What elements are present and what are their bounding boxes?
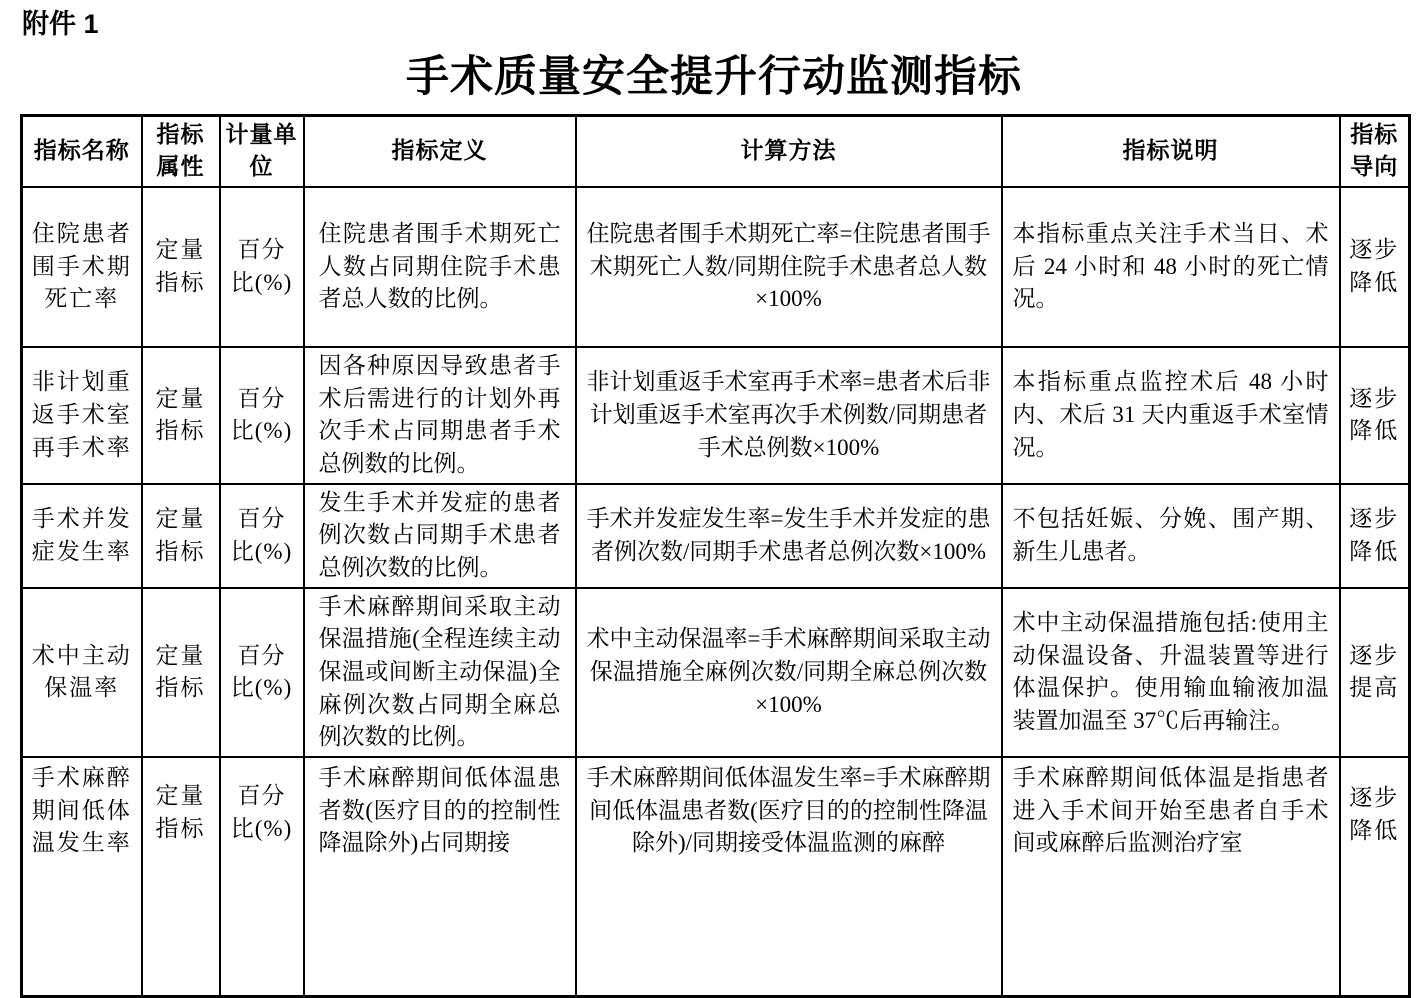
header-direction: 指标导向 <box>1340 115 1410 187</box>
definition-cell: 发生手术并发症的患者例次数占同期手术患者总例次数的比例。 <box>304 484 576 588</box>
calculation-cell: 非计划重返手术室再手术率=患者术后非计划重返手术室再次手术例数/同期患者手术总例数×100% <box>576 347 1002 484</box>
indicator-attribute-cell: 定量指标 <box>142 588 220 757</box>
indicator-attribute-cell: 定量指标 <box>142 484 220 588</box>
header-indicator-attribute: 指标属性 <box>142 115 220 187</box>
header-calculation: 计算方法 <box>576 115 1002 187</box>
definition-cell: 因各种原因导致患者手术后需进行的计划外再次手术占同期患者手术总例数的比例。 <box>304 347 576 484</box>
direction-cell: 逐步降低 <box>1340 347 1410 484</box>
table-row <box>22 588 1410 757</box>
unit-cell: 百分比(%) <box>220 347 304 484</box>
indicator-attribute-cell: 定量指标 <box>142 187 220 347</box>
indicator-name-cell: 非计划重返手术室再手术率 <box>22 347 142 484</box>
description-cell: 不包括妊娠、分娩、围产期、新生儿患者。 <box>1002 484 1340 588</box>
unit-cell: 百分比(%) <box>220 588 304 757</box>
unit-cell: 百分比(%) <box>220 757 304 997</box>
definition-cell: 手术麻醉期间低体温患者数(医疗目的的控制性降温除外)占同期接 <box>304 757 576 997</box>
direction-cell: 逐步降低 <box>1340 757 1410 997</box>
page-title: 手术质量安全提升行动监测指标 <box>406 54 1022 102</box>
header-description: 指标说明 <box>1002 115 1340 187</box>
calculation-cell: 住院患者围手术期死亡率=住院患者围手术期死亡人数/同期住院手术患者总人数×100% <box>576 187 1002 347</box>
calculation-cell: 术中主动保温率=手术麻醉期间采取主动保温措施全麻例次数/同期全麻总例次数×100% <box>576 588 1002 757</box>
calculation-cell: 手术并发症发生率=发生手术并发症的患者例次数/同期手术患者总例次数×100% <box>576 484 1002 588</box>
description-cell: 术中主动保温措施包括:使用主动保温设备、升温装置等进行体温保护。使用输血输液加温装置加温至 37℃后再输注。 <box>1002 588 1340 757</box>
table-row <box>22 187 1410 347</box>
attachment-label: 附件 1 <box>22 9 99 39</box>
indicator-attribute-cell: 定量指标 <box>142 347 220 484</box>
calculation-cell: 手术麻醉期间低体温发生率=手术麻醉期间低体温患者数(医疗目的的控制性降温除外)/同期接受体温监测的麻醉 <box>576 757 1002 997</box>
unit-cell: 百分比(%) <box>220 484 304 588</box>
indicator-name-cell: 住院患者围手术期死亡率 <box>22 187 142 347</box>
description-cell: 本指标重点关注手术当日、术后 24 小时和 48 小时的死亡情况。 <box>1002 187 1340 347</box>
direction-cell: 逐步降低 <box>1340 484 1410 588</box>
header-unit: 计量单位 <box>220 115 304 187</box>
definition-cell: 住院患者围手术期死亡人数占同期住院手术患者总人数的比例。 <box>304 187 576 347</box>
indicator-name-cell: 手术麻醉期间低体温发生率 <box>22 757 142 997</box>
table-row <box>22 484 1410 588</box>
direction-cell: 逐步降低 <box>1340 187 1410 347</box>
direction-cell: 逐步提高 <box>1340 588 1410 757</box>
header-indicator-name: 指标名称 <box>22 115 142 187</box>
description-cell: 手术麻醉期间低体温是指患者进入手术间开始至患者自手术间或麻醉后监测治疗室 <box>1002 757 1340 997</box>
indicator-name-cell: 术中主动保温率 <box>22 588 142 757</box>
unit-cell: 百分比(%) <box>220 187 304 347</box>
table-row <box>22 347 1410 484</box>
indicators-table <box>20 114 1411 998</box>
table-header-row <box>22 115 1410 187</box>
table-row <box>22 757 1410 997</box>
indicator-attribute-cell: 定量指标 <box>142 757 220 997</box>
description-cell: 本指标重点监控术后 48 小时内、术后 31 天内重返手术室情况。 <box>1002 347 1340 484</box>
definition-cell: 手术麻醉期间采取主动保温措施(全程连续主动保温或间断主动保温)全麻例次数占同期全麻总例次数的比例。 <box>304 588 576 757</box>
indicator-name-cell: 手术并发症发生率 <box>22 484 142 588</box>
header-definition: 指标定义 <box>304 115 576 187</box>
